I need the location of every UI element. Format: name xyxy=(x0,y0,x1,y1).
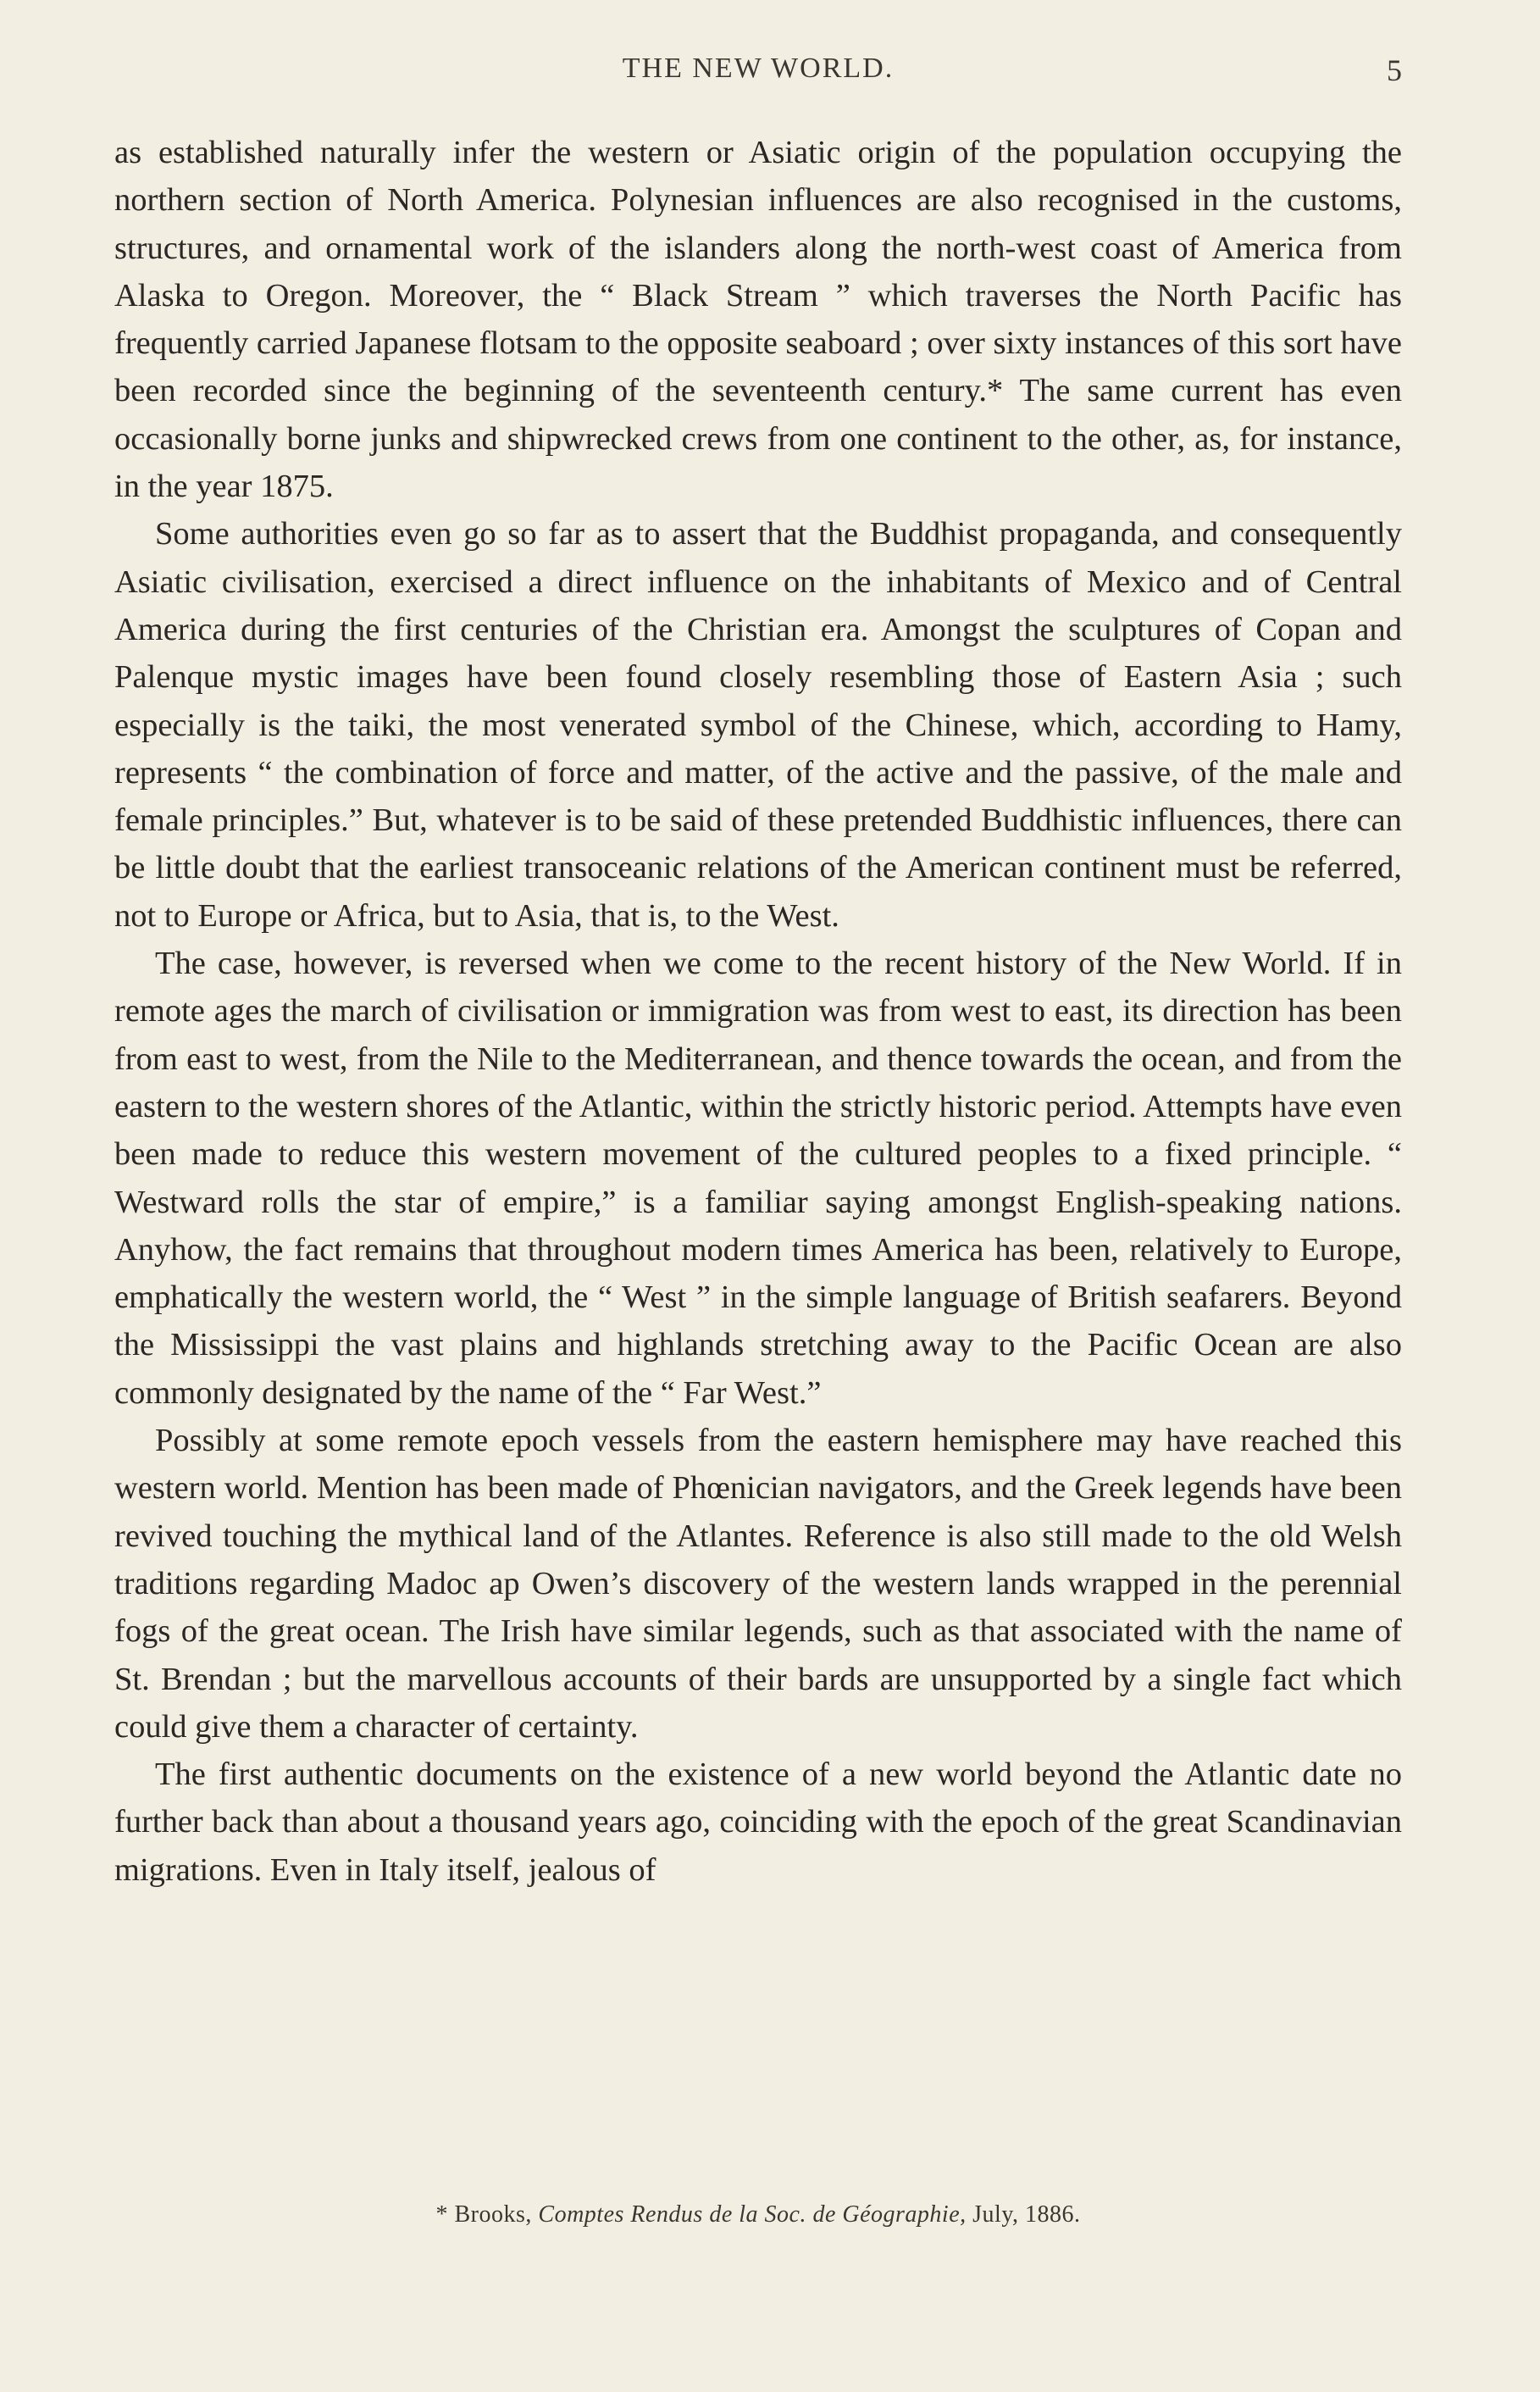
page-number: 5 xyxy=(1387,53,1402,87)
paragraph-1: as established naturally infer the western or Asiatic origin of the population occupying the northern section of North America. Polynesian influences are also recognised in the customs, structures, and ornamental work of the islanders along the north-west coast of America from Alaska to Oregon. Moreover, the “ Black Stream ” which traverses the North Pacific has frequently carried Japanese flotsam to the opposite seaboard ; over sixty instances of this sort have been recorded since the beginning of the seventeenth century.* The same current has even occasionally borne junks and shipwrecked crews from one continent to the other, as, for instance, in the year 1875. xyxy=(114,135,1402,505)
footnote-author: Brooks, xyxy=(454,2201,532,2228)
paragraph-3: The case, however, is reversed when we come to the recent history of the New World. If in remote ages the march of civilisation or immigration was from west to east, its direction has been from east to west, from the Nile to the Mediterranean, and thence towards the ocean, and from the eastern to the western shores of the Atlantic, within the strictly historic period. Attempts have even been made to reduce this western movement of the cultured peoples to a fixed principle. “ Westward rolls the star of empire,” is a familiar saying amongst English-speaking nations. Anyhow, the fact remains that throughout modern times America has been, relatively to Europe, emphatically the western world, the “ West ” in the simple language of British seafarers. Beyond the Mississippi the vast plains and highlands stretching away to the Pacific Ocean are also commonly designated by the name of the “ Far West.” xyxy=(114,946,1402,1411)
footnote-title: Comptes Rendus de la Soc. de Géographie, xyxy=(538,2201,967,2228)
footnote-marker: * xyxy=(435,2201,448,2228)
running-head xyxy=(114,53,1402,103)
running-title: THE NEW WORLD. xyxy=(622,53,895,84)
paragraph-5: The first authentic documents on the existence of a new world beyond the Atlantic date no further back than about a thousand years ago, coinciding with the epoch of the great Scandinavian migrations. Even in Italy itself, jealous of xyxy=(114,1757,1402,1888)
footnote xyxy=(114,2198,1402,2232)
paragraph-2: Some authorities even go so far as to assert that the Buddhist propaganda, and consequently Asiatic civilisation, exercised a direct influence on the inhabitants of Mexico and of Central America during the first centuries of the Christian era. Amongst the sculptures of Copan and Palenque mystic images have been found closely resembling those of Eastern Asia ; such especially is the taiki, the most venerated symbol of the Chinese, which, according to Hamy, represents “ the combination of force and matter, of the active and the passive, of the male and female principles.” But, whatever is to be said of these pretended Buddhistic influences, there can be little doubt that the earliest transoceanic relations of the American continent must be referred, not to Europe or Africa, but to Asia, that is, to the West. xyxy=(114,516,1402,934)
body-text xyxy=(114,129,1402,1894)
footnote-date: July, 1886. xyxy=(972,2201,1081,2228)
paragraph-4: Possibly at some remote epoch vessels from the eastern hemisphere may have reached this western world. Mention has been made of Phœnician navigators, and the Greek legends have been revived touching the mythical land of the Atlantes. Reference is also still made to the old Welsh traditions regarding Madoc ap Owen’s discovery of the western lands wrapped in the perennial fogs of the great ocean. The Irish have similar legends, such as that associated with the name of St. Brendan ; but the marvellous accounts of their bards are unsupported by a single fact which could give them a character of certainty. xyxy=(114,1423,1402,1745)
